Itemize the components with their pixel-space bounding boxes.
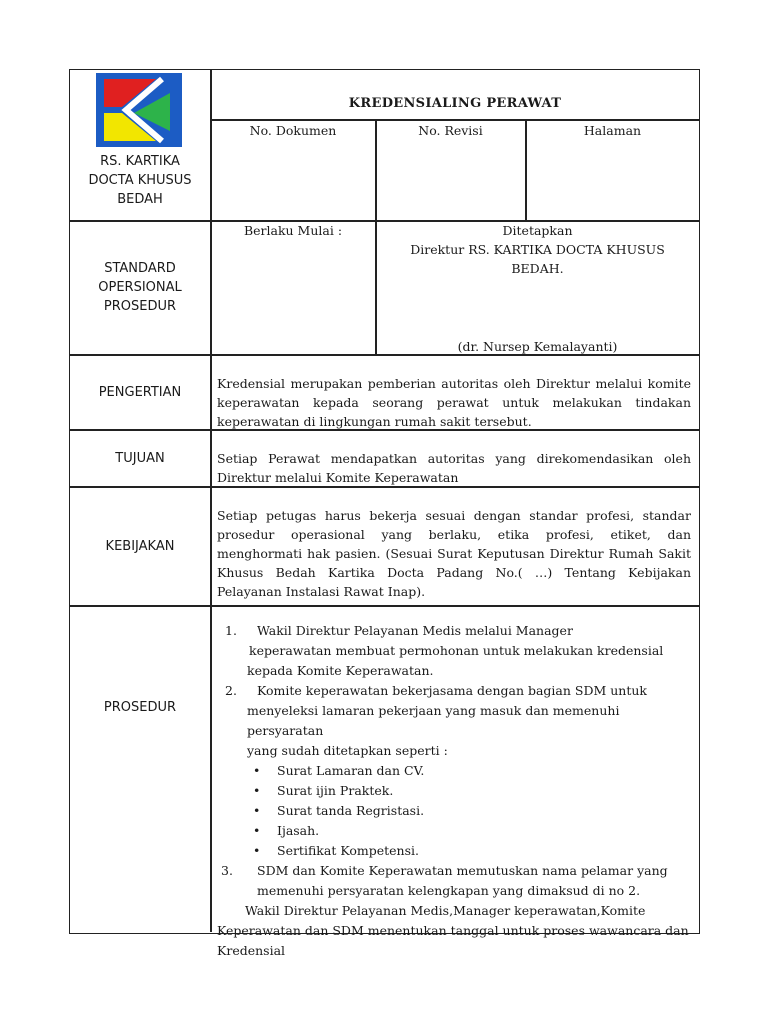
hospital-logo xyxy=(96,73,182,147)
step-text: kepada Komite Keperawatan. xyxy=(247,663,434,678)
bullet-icon: • xyxy=(253,763,261,778)
kebijakan-label: KEBIJAKAN xyxy=(105,539,175,554)
document-title: KREDENSIALING PERAWAT xyxy=(348,96,562,111)
bullet-item xyxy=(217,821,695,841)
pengertian-text: Kredensial merupakan pemberian autoritas oleh Direktur melalui komite keperawatan kepada seorang perawat untuk melakukan tindakan keperawatan di lingkungan rumah sakit tersebut. xyxy=(217,376,691,429)
step-text: Wakil Direktur Pelayanan Medis melalui Manager xyxy=(257,623,573,638)
bullet-text: Ijasah. xyxy=(277,823,320,838)
pengertian-label: PENGERTIAN xyxy=(98,385,182,400)
step-2-line-1 xyxy=(217,681,695,701)
bullet-item xyxy=(217,841,695,861)
berlaku-mulai-label: Berlaku Mulai : xyxy=(243,223,343,238)
step-1-line-2 xyxy=(217,641,695,661)
step-number: 1. xyxy=(225,623,237,638)
step-1-line-1 xyxy=(217,621,695,641)
prosedur-content xyxy=(217,621,695,961)
step-3-line-2 xyxy=(217,881,695,901)
step-1-line-3 xyxy=(217,661,695,681)
bullet-icon: • xyxy=(253,783,261,798)
bullet-icon: • xyxy=(253,823,261,838)
step-text: Wakil Direktur Pelayanan Medis,Manager keperawatan,Komite xyxy=(245,903,646,918)
bullet-text: Surat Lamaran dan CV. xyxy=(277,763,425,778)
step-text: SDM dan Komite Keperawatan memutuskan nama pelamar yang xyxy=(257,863,668,878)
step-4-line-3 xyxy=(217,941,695,961)
step-4-line-1 xyxy=(217,901,695,921)
tujuan-label: TUJUAN xyxy=(115,451,165,466)
step-4-line-2 xyxy=(217,921,695,941)
bullet-item xyxy=(217,761,695,781)
ditetapkan-label: Ditetapkan xyxy=(502,223,573,238)
tujuan-text: Setiap Perawat mendapatkan autoritas yang direkomendasikan oleh Direktur melalui Komite Keperawatan xyxy=(217,451,691,485)
direktur-label: Direktur RS. KARTIKA DOCTA KHUSUS BEDAH. xyxy=(410,242,665,276)
step-2-line-2 xyxy=(217,701,695,741)
step-text: Komite keperawatan bekerjasama dengan bagian SDM untuk xyxy=(257,683,648,698)
bullet-text: Surat tanda Regristasi. xyxy=(277,803,425,818)
sop-document xyxy=(69,69,700,958)
step-text: yang sudah ditetapkan seperti : xyxy=(247,743,448,758)
step-2-line-3 xyxy=(217,741,695,761)
step-text: keperawatan xyxy=(249,643,332,658)
bullet-item xyxy=(217,781,695,801)
bullet-icon: • xyxy=(253,843,261,858)
step-text: memenuhi persyaratan kelengkapan yang dimaksud di no 2. xyxy=(257,883,641,898)
signatory-name: (dr. Nursep Kemalayanti) xyxy=(457,339,618,354)
step-text: membuat permohonan untuk melakukan kredensial xyxy=(331,643,664,658)
bullet-text: Sertifikat Kompetensi. xyxy=(277,843,419,858)
logo-cell xyxy=(70,70,210,220)
no-dokumen-label: No. Dokumen xyxy=(249,123,337,138)
prosedur-label: PROSEDUR xyxy=(103,699,177,715)
bullet-icon: • xyxy=(253,803,261,818)
bullet-item xyxy=(217,801,695,821)
step-number: 2. xyxy=(225,683,237,698)
kebijakan-text: Setiap petugas harus bekerja sesuai dengan standar profesi, standar prosedur operasional yang berlaku, etika profesi, etiket, dan menghormati hak pasien. (Sesuai Surat Keputusan Direktur Rumah Sakit Khusus Bedah Kartika Docta Padang No.( …) Tentang Kebijakan Pelayanan Instalasi Rawat Inap). xyxy=(217,508,691,599)
sop-label: STANDARD OPERSIONAL PROSEDUR xyxy=(98,261,182,314)
bullet-text: Surat ijin Praktek. xyxy=(277,783,394,798)
halaman-label: Halaman xyxy=(583,123,642,138)
step-3-line-1 xyxy=(217,861,695,881)
step-text: Kredensial xyxy=(217,943,286,958)
step-number: 3. xyxy=(221,863,233,878)
step-text: menyeleksi lamaran pekerjaan yang masuk dan memenuhi persyaratan xyxy=(247,703,620,738)
hospital-name: RS. KARTIKA DOCTA KHUSUS BEDAH xyxy=(88,153,192,207)
step-text: Keperawatan dan SDM menentukan tanggal untuk proses wawancara dan xyxy=(217,923,689,938)
no-revisi-label: No. Revisi xyxy=(418,123,483,138)
divider xyxy=(210,70,212,932)
